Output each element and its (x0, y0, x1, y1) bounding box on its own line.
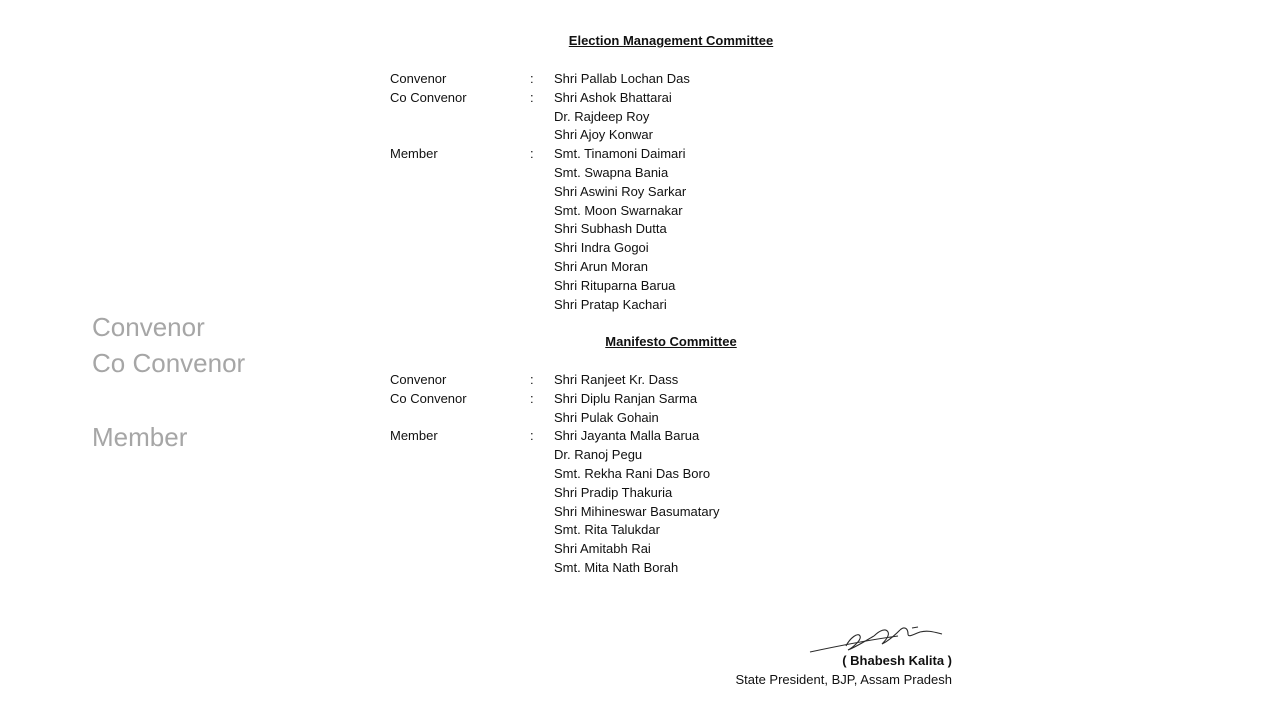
member-name: Smt. Rekha Rani Das Boro (554, 465, 711, 481)
ghost-label-convenor: Convenor (92, 312, 205, 342)
role-label: Co Convenor (390, 89, 467, 105)
member-name: Shri Pradip Thakuria (554, 484, 673, 500)
member-name: Shri Ranjeet Kr. Dass (554, 372, 679, 387)
member-name: Shri Pulak Gohain (554, 409, 659, 425)
member-name: Smt. Swapna Bania (554, 164, 669, 180)
member-name: Shri Subhash Dutta (554, 221, 667, 237)
member-name: Shri Ajoy Konwar (554, 127, 653, 143)
separator: : (530, 428, 534, 444)
member-name: Shri Pratap Kachari (554, 296, 667, 312)
member-name: Shri Pallab Lochan Das (554, 71, 690, 86)
separator: : (530, 390, 534, 406)
role-label: Member (390, 428, 438, 444)
member-name: Shri Mihineswar Basumatary (554, 503, 720, 519)
ghost-label-co-convenor: Co Convenor (92, 348, 246, 378)
separator: : (530, 89, 534, 105)
member-name: Shri Amitabh Rai (554, 541, 651, 557)
member-name: Smt. Moon Swarnakar (554, 202, 683, 218)
role-label: Member (390, 146, 438, 162)
member-name: Dr. Ranoj Pegu (554, 447, 643, 463)
member-name: Shri Aswini Roy Sarkar (554, 183, 687, 199)
separator: : (530, 71, 534, 86)
member-name: Shri Ashok Bhattarai (554, 89, 672, 105)
role-label: Co Convenor (390, 390, 467, 406)
member-name: Shri Arun Moran (554, 258, 648, 274)
signatory-name: ( Bhabesh Kalita ) (842, 653, 952, 668)
member-name: Dr. Rajdeep Roy (554, 108, 650, 124)
committee-title: Election Management Committee (568, 33, 774, 48)
member-name: Shri Indra Gogoi (554, 240, 649, 256)
member-name: Smt. Mita Nath Borah (554, 559, 679, 575)
member-name: Shri Diplu Ranjan Sarma (554, 390, 698, 406)
role-label: Convenor (390, 71, 447, 86)
separator: : (530, 146, 534, 162)
committee-title: Manifesto Committee (605, 334, 737, 349)
member-name: Shri Jayanta Malla Barua (554, 428, 700, 444)
member-name: Smt. Tinamoni Daimari (554, 146, 686, 162)
role-label: Convenor (390, 372, 447, 387)
signatory-designation: State President, BJP, Assam Pradesh (735, 672, 952, 687)
ghost-labels (92, 309, 245, 455)
member-name: Shri Rituparna Barua (554, 277, 676, 293)
separator: : (530, 372, 534, 387)
ghost-label-member: Member (92, 422, 188, 452)
member-name: Smt. Rita Talukdar (554, 522, 660, 538)
